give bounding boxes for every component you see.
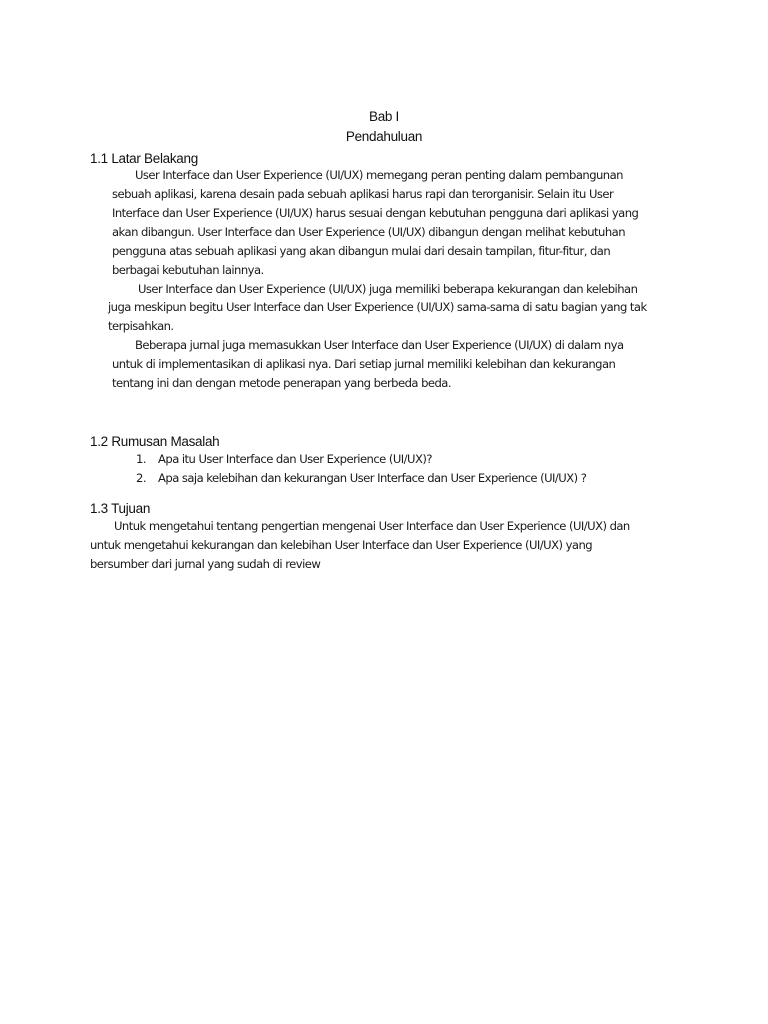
section-heading-latar-belakang: 1.1 Latar Belakang: [90, 151, 198, 166]
paragraph-line: sebuah aplikasi, karena desain pada sebuah aplikasi harus rapi dan terorganisir. Selain itu User: [112, 187, 614, 201]
chapter-number: Bab I: [368, 109, 400, 124]
paragraph-line: User Interface dan User Experience (UI/UX) memegang peran penting dalam pembangunan: [135, 168, 623, 182]
paragraph-line: untuk di implementasikan di aplikasi nya. Dari setiap jurnal memiliki kelebihan dan kekurangan: [112, 357, 616, 371]
list-item: Apa saja kelebihan dan kekurangan User Interface dan User Experience (UI/UX) ?: [158, 471, 587, 485]
chapter-title: Pendahuluan: [345, 129, 423, 144]
section-heading-rumusan-masalah: 1.2 Rumusan Masalah: [90, 434, 220, 449]
list-item: Apa itu User Interface dan User Experience (UI/UX)?: [158, 452, 432, 466]
paragraph-line: tentang ini dan dengan metode penerapan yang berbeda beda.: [112, 376, 451, 390]
list-item-number: 1.: [136, 452, 146, 466]
paragraph-line: bersumber dari jurnal yang sudah di review: [90, 557, 321, 571]
paragraph-line: Interface dan User Experience (UI/UX) harus sesuai dengan kebutuhan pengguna dari aplikasi yang: [112, 206, 639, 220]
list-item-number: 2.: [136, 471, 146, 485]
paragraph-line: untuk mengetahui kekurangan dan kelebihan User Interface dan User Experience (UI/UX) yang: [90, 538, 593, 552]
section-heading-tujuan: 1.3 Tujuan: [90, 501, 151, 516]
paragraph-line: User Interface dan User Experience (UI/UX) juga memiliki beberapa kekurangan dan kelebihan: [138, 282, 638, 296]
paragraph-line: berbagai kebutuhan lainnya.: [112, 263, 264, 277]
paragraph-line: juga meskipun begitu User Interface dan User Experience (UI/UX) sama-sama di satu bagian yang tak: [108, 300, 647, 314]
paragraph-line: pengguna atas sebuah aplikasi yang akan dibangun mulai dari desain tampilan, fitur-fitur, dan: [112, 244, 611, 258]
paragraph-line: akan dibangun. User Interface dan User Experience (UI/UX) dibangun dengan melihat kebutuhan: [112, 225, 626, 239]
paragraph-line: Beberapa jurnal juga memasukkan User Interface dan User Experience (UI/UX) di dalam nya: [135, 338, 624, 352]
paragraph-line: Untuk mengetahui tentang pengertian mengenai User Interface dan User Experience (UI/UX) dan: [114, 519, 630, 533]
paragraph-line: terpisahkan.: [108, 319, 174, 333]
